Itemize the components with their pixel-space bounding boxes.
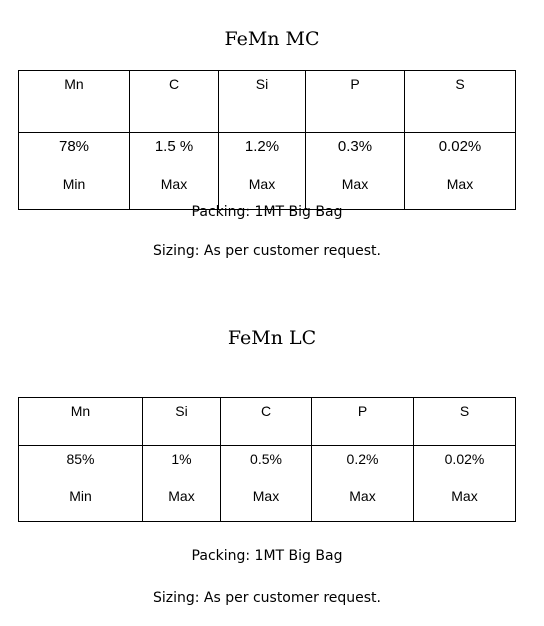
value-cell [19,446,143,522]
percent-value: 1.2% [244,138,280,155]
limit-label: Max [160,176,188,192]
element-header: P [312,398,414,446]
femn-lc-title: FeMn LC [227,327,317,349]
element-header: S [405,71,516,133]
percent-value: 85% [66,451,95,467]
table-header-row [19,398,516,446]
femn-mc-spec-table [18,70,516,210]
percent-value: 1% [171,451,192,467]
femn-mc-title: FeMn MC [224,28,320,50]
limit-label: Min [62,176,86,192]
element-header: P [306,71,405,133]
percent-value: 78% [58,138,90,155]
mc-packing-text: Packing: 1MT Big Bag [191,204,343,220]
value-cell [130,133,219,210]
limit-label: Min [69,488,92,504]
lc-sizing-text: Sizing: As per customer request. [152,590,381,606]
percent-value: 0.02% [438,138,482,155]
lc-packing-text: Packing: 1MT Big Bag [191,548,343,564]
percent-value: 0.5% [250,451,282,467]
limit-label: Max [349,488,376,504]
limit-label: Max [248,176,276,192]
limit-label: Max [168,488,195,504]
value-cell [219,133,306,210]
element-header: C [221,398,312,446]
value-cell [143,446,221,522]
limit-label: Max [341,176,369,192]
value-cell [414,446,516,522]
element-header: Si [219,71,306,133]
value-cell [306,133,405,210]
limit-label: Max [446,176,474,192]
value-cell [221,446,312,522]
table-row [19,133,516,210]
value-cell [312,446,414,522]
element-header: S [414,398,516,446]
table-header-row [19,71,516,133]
element-header: Mn [19,398,143,446]
value-cell [19,133,130,210]
value-cell [405,133,516,210]
element-header: Si [143,398,221,446]
percent-value: 0.2% [346,451,379,467]
element-header: Mn [19,71,130,133]
table-row [19,446,516,522]
percent-value: 1.5 % [154,138,194,155]
femn-lc-spec-table [18,397,516,522]
percent-value: 0.3% [337,138,373,155]
percent-value: 0.02% [444,451,485,467]
limit-label: Max [252,488,280,504]
element-header: C [130,71,219,133]
mc-sizing-text: Sizing: As per customer request. [152,243,381,259]
limit-label: Max [451,488,478,504]
